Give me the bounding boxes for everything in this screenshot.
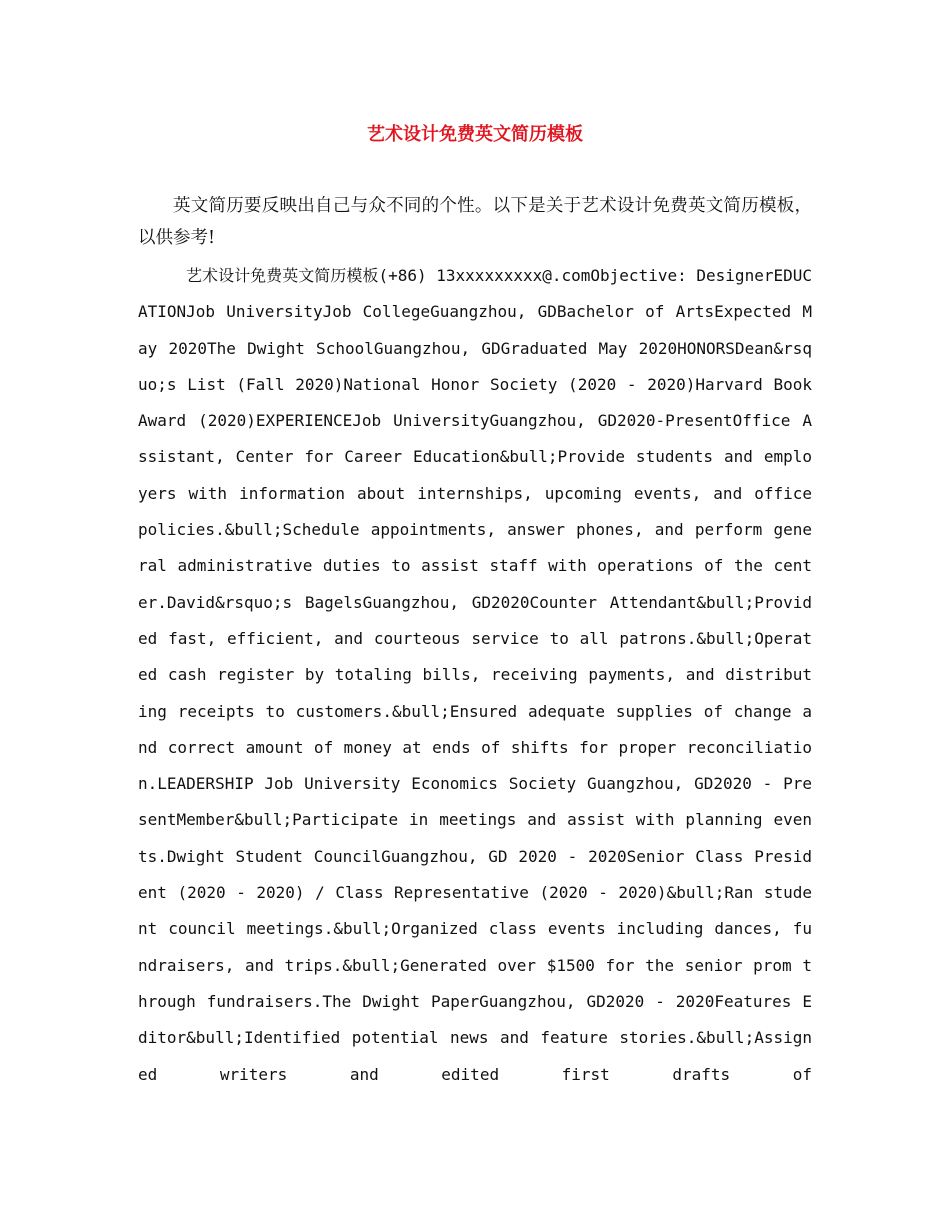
intro-paragraph: 英文简历要反映出自己与众不同的个性。以下是关于艺术设计免费英文简历模板，以供参考!: [138, 196, 812, 248]
document-title: 艺术设计免费英文简历模板: [367, 124, 583, 145]
resume-body-paragraph: 艺术设计免费英文简历模板(+86) 13xxxxxxxxx@.comObjective: DesignerEDUCATIONJob UniversityJob CollegeGuangzhou, GDBachelor of ArtsExpected May 2020The Dwight SchoolGuangzhou, GDGraduated May 2020HONORSDean&rsquo;s List (Fall 2020)National Honor Society (2020 - 2020)Harvard Book Award (2020)EXPERIENCEJob UniversityGuangzhou, GD2020-PresentOffice Assistant, Center for Career Education&bull;Provide students and employers with information about internships, upcoming events, and office policies.&bull;Schedule appointments, answer phones, and perform general administrative duties to assist staff with operations of the center.David&rsquo;s BagelsGuangzhou, GD2020Counter Attendant&bull;Provided fast, efficient, and courteous service to all patrons.&bull;Operated cash register by totaling bills, receiving payments, and distributing receipts to customers.&bull;Ensured adequate supplies of change and correct amount of money at ends of shifts for proper reconciliation.LEADERSHIP Job University Economics Society Guangzhou, GD2020 - PresentMember&bull;Participate in meetings and assist with planning events.Dwight Student CouncilGuangzhou, GD 2020 - 2020Senior Class President (2020 - 2020) / Class Representative (2020 - 2020)&bull;Ran student council meetings.&bull;Organized class events including dances, fundraisers, and trips.&bull;Generated over $1500 for the senior prom through fundraisers.The Dwight PaperGuangzhou, GD2020 - 2020Features Editor&bull;Identified potential news and feature stories.&bull;Assigned writers and edited first drafts of: [138, 266, 812, 1084]
